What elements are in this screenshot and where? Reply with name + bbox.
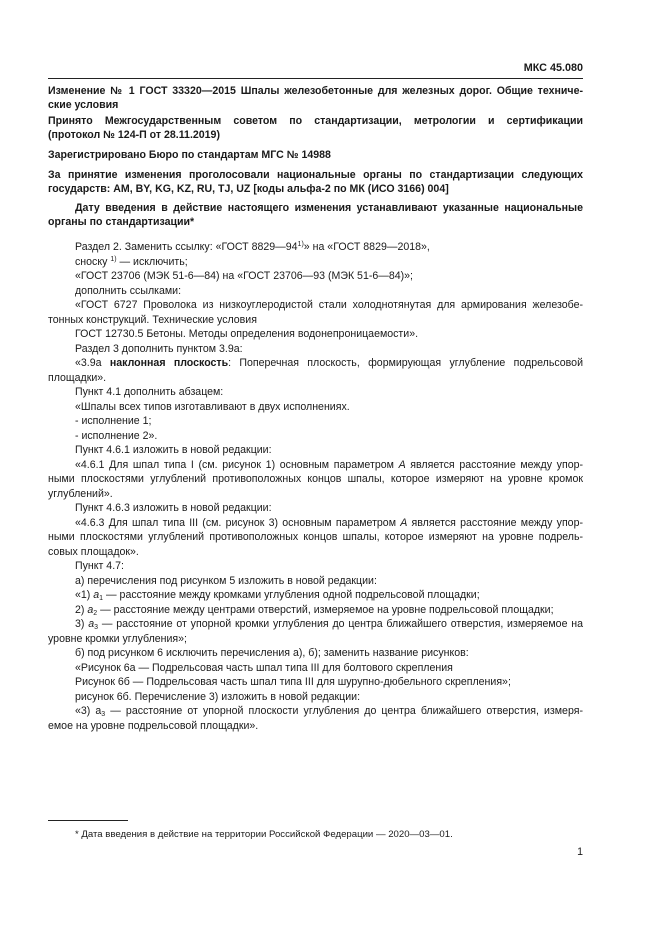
text-line: «ГОСТ 23706 (МЭК 51-6—84) на «ГОСТ 23706—93 (МЭК 51-6—84)»; xyxy=(75,270,413,282)
text-line: «ГОСТ 6727 Проволока из низкоуглеродистой стали холоднотянутая для армирования железобе- тонных конструкций. Технические условия xyxy=(48,299,583,326)
page-number: 1 xyxy=(577,846,583,858)
footnote-rule xyxy=(48,820,128,821)
header-rule xyxy=(48,78,583,79)
text-line: «3) $a_3$ — расстояние от упорной плоскости углубления до центра ближайшего отверстия, измеря- емое на уровне подрельсовой площадки». xyxy=(48,705,583,732)
text-line: - исполнение 2». xyxy=(75,429,158,442)
amendment-body xyxy=(48,240,583,733)
classification-code: МКС 45.080 xyxy=(523,62,583,74)
voted-states: За принятие изменения проголосовали национальные органы по стандартизации следующих государств: AM, BY, KG, KZ, RU, TJ, UZ [коды альфа-2 по МК (ИСО 3166) 004] xyxy=(48,169,583,195)
text-line: Раздел 3 дополнить пунктом 3.9а: xyxy=(75,342,243,355)
text-line: сноску $^{1)}$ — исключить; xyxy=(75,255,188,268)
text-line: Пункт 4.1 дополнить абзацем: xyxy=(75,386,224,398)
text-line: Пункт 4.6.3 изложить в новой редакции: xyxy=(75,502,272,514)
text-line: «Рисунок 6а — Подрельсовая часть шпал типа III для болтового скрепления xyxy=(75,661,453,674)
text-line: 2) $a_2$ — расстояние между центрами отверстий, измеряемое на уровне подрельсовой площадки; xyxy=(75,603,554,617)
adopted-line-2: (протокол № 124-П от 28.11.2019) xyxy=(48,129,220,141)
text-line: Рисунок 6б — Подрельсовая часть шпал типа III для шурупно-дюбельного скрепления»; xyxy=(75,676,511,688)
registered-line: Зарегистрировано Бюро по стандартам МГС № 14988 xyxy=(48,149,331,161)
text-line: «Шпалы всех типов изготавливают в двух исполнениях. xyxy=(75,400,350,413)
text-line: 3) $a_3$ — расстояние от упорной кромки углубления до центра ближайшего отверстия, измеряемое на уровне кромки углубления»; xyxy=(48,618,583,645)
text-line: «4.6.3 Для шпал типа III (см. рисунок 3) основным параметром А является расстояние между упор- ными плоскостями углублений противоположных концов шпалы, которое измеряют на уровне подрель- совых площадок». xyxy=(48,516,583,558)
text-line: рисунок 6б. Перечисление 3) изложить в новой редакции: xyxy=(75,690,361,703)
text-line: а) перечисления под рисунком 5 изложить в новой редакции: xyxy=(75,574,377,587)
footnote: * Дата введения в действие на территории Российской Федерации — 2020—03—01. xyxy=(75,829,453,840)
text-line: «4.6.1 Для шпал типа I (см. рисунок 1) основным параметром А является расстояние между упор- ными плоскостями углублений противоположных концов шпалы, которое измеряют на уровне кромок углублений». xyxy=(48,458,584,500)
adopted-line-1: Принято Межгосударственным советом по стандартизации, метрологии и сертификации xyxy=(48,115,583,127)
text-line: «1) $a_1$ — расстояние между кромками углубления одной подрельсовой площадки; xyxy=(75,589,480,602)
text-line: Раздел 2. Заменить ссылку: «ГОСТ 8829—94$^{1)}$» на «ГОСТ 8829—2018», xyxy=(75,241,430,253)
text-line: дополнить ссылками: xyxy=(75,284,182,297)
amendment-title: Изменение № 1 ГОСТ 33320—2015 Шпалы железобетонные для железных дорог. Общие техниче- ские условия xyxy=(48,85,583,111)
text-line: ГОСТ 12730.5 Бетоны. Методы определения водонепроницаемости». xyxy=(75,328,419,340)
text-line: б) под рисунком 6 исключить перечисления а), б); заменить название рисунков: xyxy=(75,647,469,659)
text-line: Пункт 4.6.1 изложить в новой редакции: xyxy=(75,444,272,456)
effective-date-note: Дату введения в действие настоящего изменения устанавливают указанные национальные органы по стандартизации* xyxy=(48,202,583,228)
text-line: - исполнение 1; xyxy=(75,415,152,427)
text-line: Пункт 4.7: xyxy=(75,560,124,572)
text-line: «3.9а наклонная плоскость: Поперечная плоскость, формирующая углубление подрельсовой площадки». xyxy=(48,357,583,384)
